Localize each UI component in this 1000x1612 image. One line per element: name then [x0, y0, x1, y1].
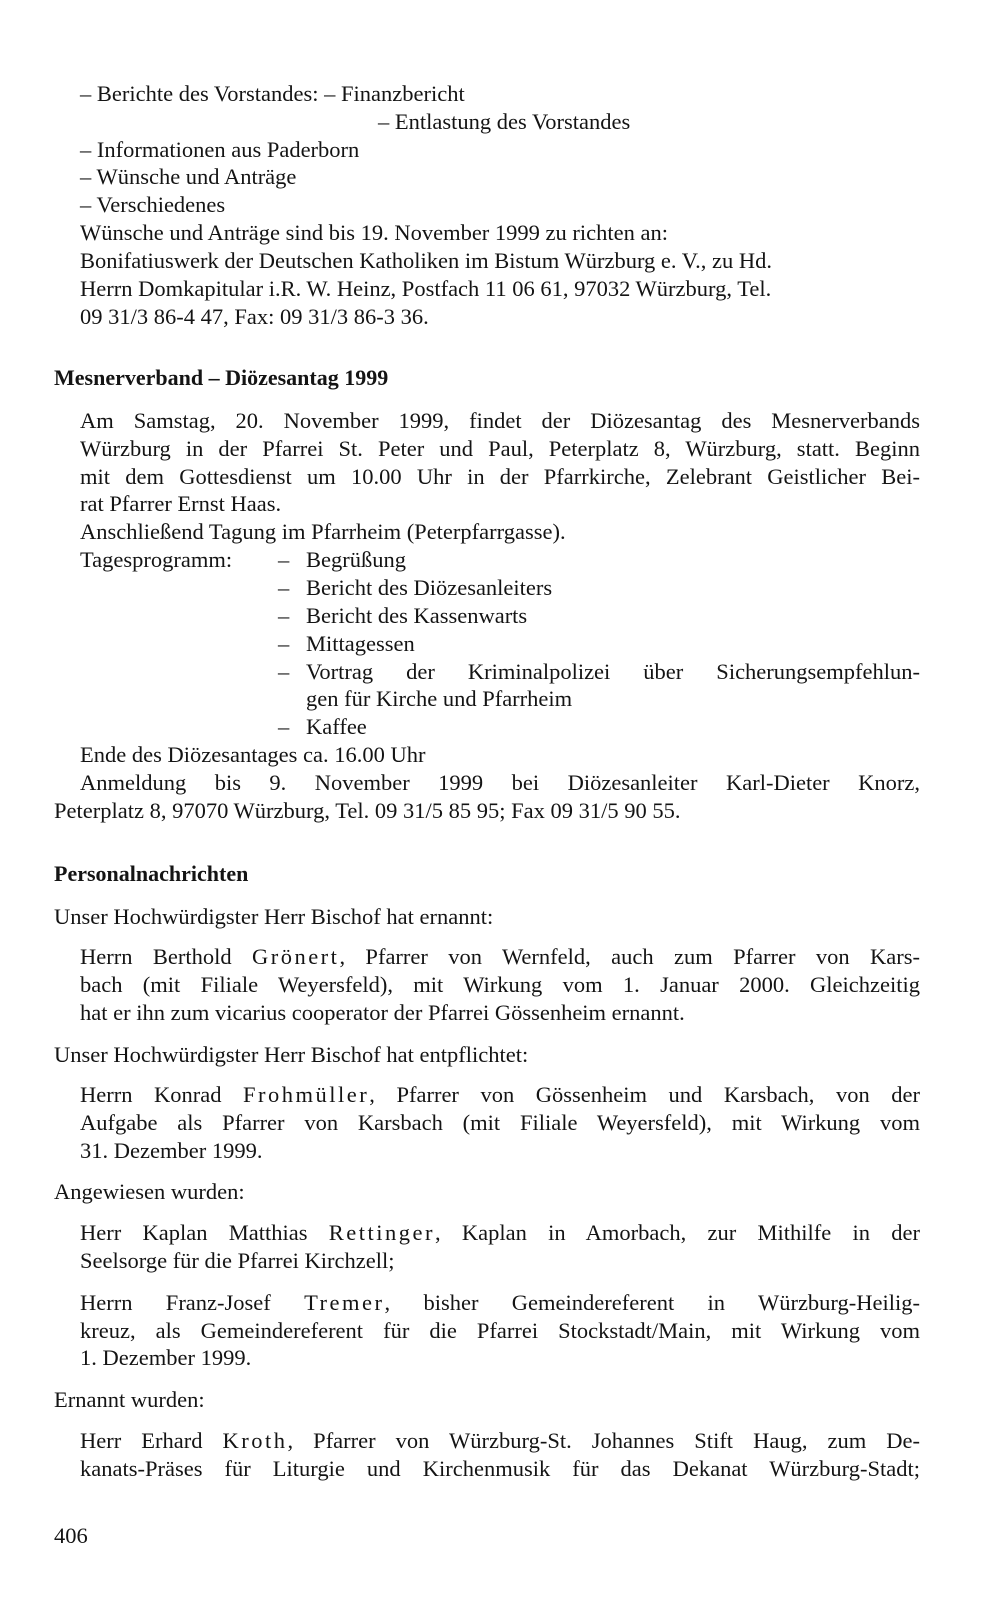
intro-angewiesen: Angewiesen wurden:: [54, 1179, 245, 1204]
intro-ernannt: Unser Hochwürdigster Herr Bischof hat ernannt:: [54, 904, 494, 929]
notice-line: Bonifatiuswerk der Deutschen Katholiken im Bistum Würzburg e. V., zu Hd.: [80, 248, 772, 273]
person-name: Tremer: [304, 1290, 385, 1315]
program-item: Mittagessen: [306, 631, 415, 656]
agenda-item-wishes: – Wünsche und Anträge: [80, 164, 297, 189]
person-name: Grönert: [251, 944, 340, 969]
kroth-line: kanats-Präses für Liturgie und Kirchenmusik für das Dekanat Würzburg-Stadt;: [80, 1456, 920, 1481]
program-item-continuation: gen für Kirche und Pfarrheim: [306, 686, 573, 711]
agenda-subitem-finance: – Finanzbericht: [324, 81, 465, 106]
text: , Pfarrer von Würzburg-St. Johannes Stift Haug, zum De-: [287, 1428, 920, 1453]
program-item: Kaffee: [306, 714, 367, 739]
program-dash: –: [278, 603, 290, 628]
intro-entpflichtet: Unser Hochwürdigster Herr Bischof hat entpflichtet:: [54, 1042, 529, 1067]
rettinger-line: [80, 1219, 920, 1247]
text: Herrn Franz-Josef: [80, 1290, 305, 1315]
program-dash: –: [278, 575, 290, 600]
tremer-line: 1. Dezember 1999.: [80, 1345, 252, 1370]
text: Herr Erhard: [80, 1428, 223, 1453]
mesner-end-text: Ende des Diözesantages ca. 16.00 Uhr: [80, 742, 426, 767]
program-dash: –: [278, 659, 290, 684]
program-dash: –: [278, 547, 290, 572]
intro-ernannt-wurden: Ernannt wurden:: [54, 1387, 205, 1412]
agenda-item-misc: – Verschiedenes: [80, 192, 226, 217]
frohmueller-line: 31. Dezember 1999.: [80, 1138, 263, 1163]
program-label: Tagesprogramm:: [80, 547, 233, 572]
section-heading-mesnerverband: Mesnerverband – Diözesantag 1999: [54, 365, 389, 390]
program-item: Vortrag der Kriminalpolizei über Sicherungsempfehlun-: [306, 659, 920, 684]
agenda-item-paderborn: – Informationen aus Paderborn: [80, 137, 360, 162]
tremer-line: kreuz, als Gemeindereferent für die Pfarrei Stockstadt/Main, mit Wirkung vom: [80, 1318, 920, 1343]
program-item: Begrüßung: [306, 547, 406, 572]
mesner-para-line: Würzburg in der Pfarrei St. Peter und Paul, Peterplatz 8, Würzburg, statt. Beginn: [80, 436, 920, 461]
notice-line: Wünsche und Anträge sind bis 19. November 1999 zu richten an:: [80, 220, 668, 245]
groenert-line: bach (mit Filiale Weyersfeld), mit Wirkung vom 1. Januar 2000. Gleichzeitig: [80, 972, 920, 997]
program-dash: –: [278, 631, 290, 656]
person-name: Frohmüller: [243, 1082, 370, 1107]
text: Herrn Berthold: [80, 944, 252, 969]
text: , Pfarrer von Gössenheim und Karsbach, von der: [369, 1082, 920, 1107]
mesner-para-line: Am Samstag, 20. November 1999, findet der Diözesantag des Mesnerverbands: [80, 408, 920, 433]
text: Herr Kaplan Matthias: [80, 1220, 329, 1245]
text: , Pfarrer von Wernfeld, auch zum Pfarrer von Kars-: [339, 944, 920, 969]
mesner-para-line: rat Pfarrer Ernst Haas.: [80, 491, 282, 516]
text: , Kaplan in Amorbach, zur Mithilfe in der: [434, 1220, 921, 1245]
tremer-line: [80, 1289, 920, 1317]
notice-line: 09 31/3 86-4 47, Fax: 09 31/3 86-3 36.: [80, 304, 429, 329]
text: , bisher Gemeindereferent in Würzburg-Heilig-: [384, 1290, 920, 1315]
section-heading-personalnachrichten: Personalnachrichten: [54, 861, 249, 886]
kroth-line: [80, 1427, 920, 1455]
frohmueller-line: [80, 1081, 920, 1109]
program-dash: –: [278, 714, 290, 739]
agenda-item-reports: [80, 80, 465, 108]
registration-line: Anmeldung bis 9. November 1999 bei Diözesanleiter Karl-Dieter Knorz,: [80, 770, 920, 795]
frohmueller-line: Aufgabe als Pfarrer von Karsbach (mit Filiale Weyersfeld), mit Wirkung vom: [80, 1110, 920, 1135]
page-number: 406: [54, 1523, 88, 1548]
mesner-para-line: mit dem Gottesdienst um 10.00 Uhr in der Pfarrkirche, Zelebrant Geistlicher Bei-: [80, 464, 920, 489]
text: Herrn Konrad: [80, 1082, 244, 1107]
mesner-after-text: Anschließend Tagung im Pfarrheim (Peterpfarrgasse).: [80, 519, 566, 544]
rettinger-line: Seelsorge für die Pfarrei Kirchzell;: [80, 1248, 395, 1273]
notice-line: Herrn Domkapitular i.R. W. Heinz, Postfach 11 06 61, 97032 Würzburg, Tel.: [80, 276, 772, 301]
groenert-line: hat er ihn zum vicarius cooperator der Pfarrei Gössenheim ernannt.: [80, 1000, 685, 1025]
registration-line: Peterplatz 8, 97070 Würzburg, Tel. 09 31/5 85 95; Fax 09 31/5 90 55.: [54, 798, 681, 823]
groenert-line: [80, 943, 920, 971]
program-item: Bericht des Diözesanleiters: [306, 575, 553, 600]
agenda-subitem-discharge: – Entlastung des Vorstandes: [378, 109, 631, 134]
program-item: Bericht des Kassenwarts: [306, 603, 528, 628]
person-name: Kroth: [222, 1428, 288, 1453]
agenda-item-reports-label: – Berichte des Vorstandes:: [80, 81, 319, 106]
person-name: Rettinger: [328, 1220, 435, 1245]
